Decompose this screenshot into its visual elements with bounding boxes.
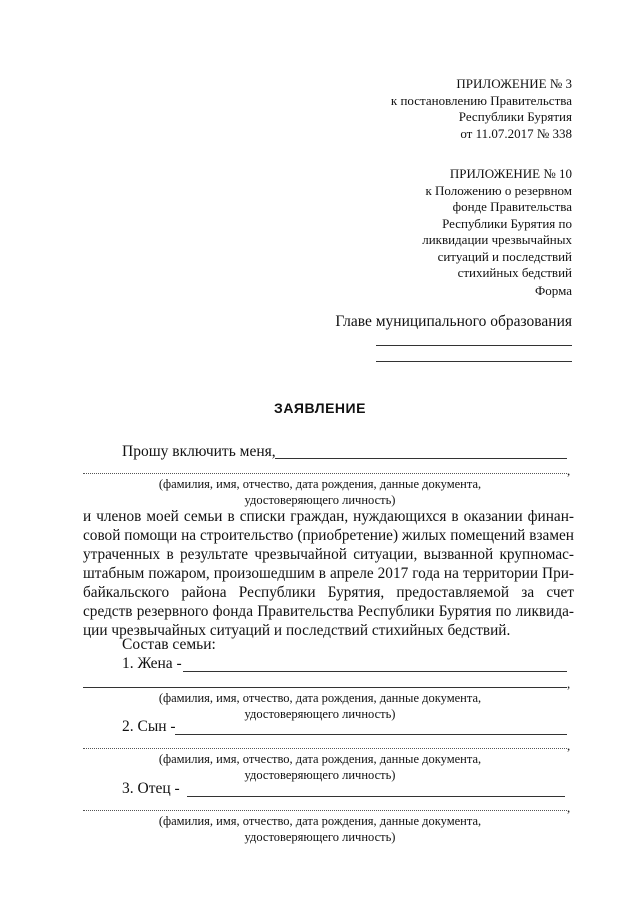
- family-heading: Состав семьи:: [122, 636, 216, 653]
- family-member-1-blank[interactable]: [183, 671, 567, 672]
- body-paragraph: [83, 507, 574, 640]
- appendix-10-block: [422, 166, 572, 282]
- appendix-10-line-3: Республики Бурятия по: [442, 215, 572, 231]
- appendix-3-title: ПРИЛОЖЕНИЕ № 3: [456, 76, 572, 91]
- body-line: байкальского района Республики Бурятия, предоставляемой за счет: [83, 584, 574, 601]
- applicant-caption: [0, 476, 640, 508]
- family-member-2-blank-2[interactable]: [83, 748, 567, 749]
- document-title: ЗАЯВЛЕНИЕ: [274, 400, 366, 416]
- appendix-10-line-4: ликвидации чрезвычайных: [422, 232, 572, 247]
- body-line: совой помощи на строительство (приобретение) жилых помещений взамен: [83, 527, 574, 544]
- family-member-1-blank-2[interactable]: [83, 687, 567, 688]
- family-member-3-blank-2[interactable]: [83, 810, 567, 811]
- appendix-3-line-2: Республики Бурятия: [458, 109, 572, 124]
- comma: ,: [567, 676, 571, 691]
- caption-line-2: удостоверяющего личность): [244, 830, 396, 844]
- body-line: ции чрезвычайных ситуаций и последствий стихийных бедствий.: [83, 622, 511, 639]
- family-member-2-label: 2. Сын -: [122, 718, 176, 735]
- family-member-3-label: 3. Отец -: [122, 780, 180, 797]
- applicant-blank[interactable]: [275, 458, 567, 459]
- caption-line-1: (фамилия, имя, отчество, дата рождения, данные документа,: [158, 691, 482, 705]
- caption-line-1: (фамилия, имя, отчество, дата рождения, данные документа,: [158, 477, 482, 491]
- family-member-2-caption: [0, 751, 640, 783]
- addressee-blank-2[interactable]: [376, 361, 572, 362]
- appendix-10-line-5: ситуаций и последствий: [437, 248, 572, 264]
- family-member-3-caption: [0, 813, 640, 845]
- appendix-10-line-2: фонде Правительства: [452, 199, 572, 214]
- body-line: и членов моей семьи в списки граждан, нуждающихся в оказании финан-: [83, 508, 574, 525]
- family-member-2-blank[interactable]: [175, 734, 567, 735]
- caption-line-1: (фамилия, имя, отчество, дата рождения, данные документа,: [158, 814, 482, 828]
- family-member-3-blank[interactable]: [187, 796, 565, 797]
- appendix-10-title: ПРИЛОЖЕНИЕ № 10: [449, 166, 572, 181]
- applicant-blank-2[interactable]: [83, 473, 567, 474]
- request-prefix: Прошу включить меня,: [122, 443, 276, 460]
- family-member-1-caption: [0, 690, 640, 722]
- caption-line-2: удостоверяющего личность): [244, 707, 396, 721]
- addressee: Главе муниципального образования: [335, 313, 572, 330]
- family-member-1-label: 1. Жена -: [122, 655, 182, 672]
- body-line: средств резервного фонда Правительства Республики Бурятия по ликвида-: [83, 603, 574, 620]
- comma: ,: [567, 738, 571, 753]
- body-line: штабным пожаром, произошедшим в апреле 2017 года на территории При-: [83, 565, 574, 582]
- appendix-10-line-1: к Положению о резервном: [425, 182, 572, 198]
- comma: ,: [567, 463, 571, 478]
- caption-line-2: удостоверяющего личность): [244, 493, 396, 507]
- body-line: утраченных в результате чрезвычайной ситуации, вызванной крупномас-: [83, 546, 574, 563]
- comma: ,: [567, 800, 571, 815]
- caption-line-2: удостоверяющего личность): [244, 768, 396, 782]
- form-label: Форма: [535, 283, 572, 298]
- caption-line-1: (фамилия, имя, отчество, дата рождения, данные документа,: [158, 752, 482, 766]
- addressee-blank-1[interactable]: [376, 345, 572, 346]
- appendix-10-line-6: стихийных бедствий: [457, 265, 572, 280]
- appendix-3-line-3: от 11.07.2017 № 338: [460, 125, 572, 141]
- appendix-3-block: [391, 76, 572, 142]
- appendix-3-line-1: к постановлению Правительства: [390, 92, 572, 108]
